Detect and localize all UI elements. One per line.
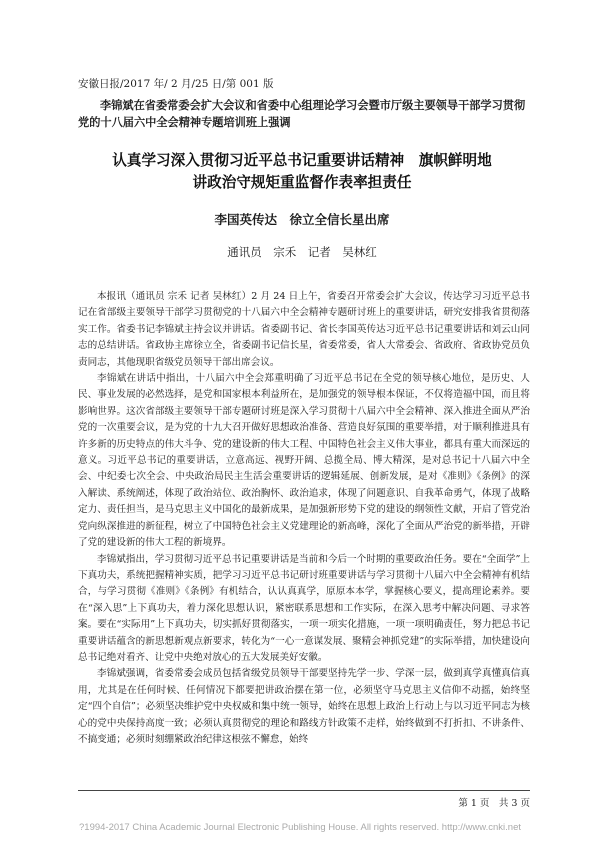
article-title (78, 150, 526, 194)
body-paragraph: 李锦斌指出，学习贯彻习近平总书记重要讲话是当前和今后一个时期的重要政治任务。要在“全面学”上下真功夫，系统把握精神实质，把学习习近平总书记研讨班重要讲话与学习贯彻十八届六中全会精神有机结合，与学习贯彻《准则》《条例》有机结合，认认真真学，原原本本学，掌握核心要义，提高理论素养。要在“深入思”上下真功夫，着力深化思想认识，紧密联系思想和工作实际，在深入思考中解决问题、寻求答案。要在“实际用”上下真功夫，切实抓好贯彻落实，一项一项实化措施，一项一项明确责任，努力把总书记重要讲话蕴含的新思想新观点新要求，转化为“一心一意谋发展、聚精会神抓党建”的实际举措，加快建设向总书记绝对看齐、让党中央绝对放心的五大发展美好安徽。 (78, 553, 530, 663)
body-paragraph: 李锦斌强调，省委常委会成员包括省级党员领导干部要坚持先学一步、学深一层，做到真学真懂真信真用，尤其是在任何时候、任何情况下都要把讲政治摆在第一位，必须坚守马克思主义信仰不动摇，始终坚定“四个自信”；必须坚决维护党中央权威和集中统一领导，始终在思想上政治上行动上与以习近平同志为核心的党中央保持高度一致；必须认真贯彻党的理论和路线方针政策不走样，始终做到不打折扣、不讲条件、不搞变通；必须时刻绷紧政治纪律这根弦不懈怠，始终 (78, 668, 530, 745)
article-pretitle: 李锦斌在省委常委会扩大会议和省委中心组理论学习会暨市厅级主要领导干部学习贯彻党的十八届六中全会精神专题培训班上强调 (78, 98, 526, 129)
body-paragraph: 李锦斌在讲话中指出，十八届六中全会郑重明确了习近平总书记在全党的领导核心地位，是历史、人民、事业发展的必然选择，是党和国家根本利益所在，是加强党的领导根本保证，不仅将造福中国，而且将影响世界。这次省部级主要领导干部专题研讨班是深入学习贯彻十八届六中全会精神、深入推进全面从严治党的一次重要会议，是为党的十九大召开做好思想政治准备、营造良好氛围的重要举措，对于顺利推进具有许多新的历史特点的伟大斗争、党的建设新的伟大工程、中国特色社会主义伟大事业，都具有重大而深远的意义。习近平总书记的重要讲话，立意高远、视野开阔、总揽全局、博大精深，是对总书记十八届六中全会、中纪委七次全会、中央政治局民主生活会重要讲话的逻辑延展、创新发展，是对《准则》《条例》的深入解读、系统阐述，体现了政治站位、政治胸怀、政治追求，体现了问题意识、自我革命勇气，体现了战略定力、责任担当，是马克思主义中国化的最新成果，是加强新形势下党的建设的纲领性文献，开启了管党治党向纵深推进的新征程，树立了中国特色社会主义党建理论的新高峰，深化了全面从严治党的新举措，开辟了党的建设新的伟大工程的新境界。 (78, 373, 530, 549)
body-paragraph: 本报讯（通讯员 宗禾 记者 吴林红）2 月 24 日上午，省委召开常委会扩大会议，传达学习习近平总书记在省部级主要领导干部学习贯彻党的十八届六中全会精神专题研讨班上的重要讲话，研究安排我省贯彻落实工作。省委书记李锦斌主持会议并讲话。省委副书记、省长李国英传达习近平总书记重要讲话和刘云山同志的总结讲话。省政协主席徐立全，省委副书记信长星，省委常委，省人大常委会、省政府、省政协党员负责同志，其他现职省级党员领导干部出席会议。 (78, 291, 530, 368)
article-title-line-2: 讲政治守规矩重监督作表率担责任 (192, 174, 412, 191)
article-body (78, 289, 530, 748)
footer-divider (78, 790, 530, 791)
article-byline: 通讯员 宗禾 记者 吴林红 (227, 245, 377, 259)
article-subtitle: 李国英传达 徐立全信长星出席 (214, 212, 390, 227)
article-title-line-1: 认真学习深入贯彻习近平总书记重要讲话精神 旗帜鲜明地 (112, 152, 492, 169)
newspaper-source: 安徽日报/2017 年/ 2 月/25 日/第 001 版 (78, 78, 274, 90)
copyright-notice: ?1994-2017 China Academic Journal Electronic Publishing House. All rights reserved. http://www.cnki.net (79, 822, 521, 833)
page-number: 第 1 页 共 3 页 (458, 798, 530, 809)
